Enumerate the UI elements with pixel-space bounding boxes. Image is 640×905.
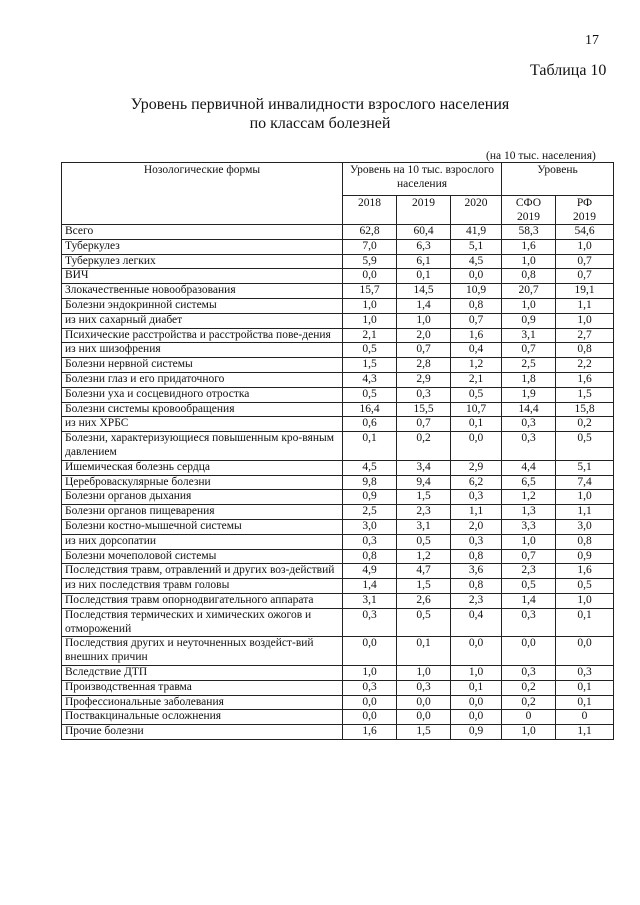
cell-rf: 54,6	[556, 225, 614, 240]
cell-v2018: 7,0	[343, 239, 397, 254]
row-label: Болезни органов пищеварения	[62, 505, 343, 520]
cell-rf: 2,2	[556, 358, 614, 373]
cell-v2020: 1,0	[451, 665, 502, 680]
row-label: из них шизофрения	[62, 343, 343, 358]
cell-rf: 0,1	[556, 680, 614, 695]
table-row	[62, 372, 614, 387]
cell-rf: 1,6	[556, 372, 614, 387]
cell-sfo: 2,5	[502, 358, 556, 373]
cell-v2020: 41,9	[451, 225, 502, 240]
table-row	[62, 564, 614, 579]
cell-rf: 0,1	[556, 608, 614, 637]
cell-v2019: 0,0	[397, 710, 451, 725]
header-year-2018: 2018	[343, 196, 397, 225]
table-row	[62, 593, 614, 608]
cell-v2018: 15,7	[343, 284, 397, 299]
cell-sfo: 0,3	[502, 417, 556, 432]
cell-v2020: 0,0	[451, 637, 502, 666]
cell-sfo: 0,2	[502, 680, 556, 695]
cell-rf: 7,4	[556, 475, 614, 490]
row-label: Поствакцинальные осложнения	[62, 710, 343, 725]
row-label: Болезни системы кровообращения	[62, 402, 343, 417]
cell-rf: 0	[556, 710, 614, 725]
cell-v2018: 0,6	[343, 417, 397, 432]
cell-v2020: 0,8	[451, 579, 502, 594]
cell-v2019: 2,8	[397, 358, 451, 373]
cell-v2019: 0,0	[397, 695, 451, 710]
cell-v2020: 3,6	[451, 564, 502, 579]
cell-v2020: 1,1	[451, 505, 502, 520]
cell-v2019: 6,3	[397, 239, 451, 254]
cell-v2018: 5,9	[343, 254, 397, 269]
cell-v2018: 4,9	[343, 564, 397, 579]
cell-v2019: 15,5	[397, 402, 451, 417]
cell-sfo: 0,7	[502, 343, 556, 358]
cell-sfo: 3,1	[502, 328, 556, 343]
cell-v2019: 2,0	[397, 328, 451, 343]
cell-rf: 0,8	[556, 343, 614, 358]
cell-v2020: 0,3	[451, 490, 502, 505]
cell-v2018: 2,1	[343, 328, 397, 343]
cell-v2019: 0,5	[397, 534, 451, 549]
row-label: Всего	[62, 225, 343, 240]
cell-sfo: 0,9	[502, 313, 556, 328]
cell-v2020: 0,0	[451, 695, 502, 710]
cell-v2020: 0,0	[451, 432, 502, 461]
cell-v2020: 1,6	[451, 328, 502, 343]
cell-v2018: 0,3	[343, 608, 397, 637]
table-row	[62, 284, 614, 299]
cell-sfo: 1,6	[502, 239, 556, 254]
cell-v2018: 0,9	[343, 490, 397, 505]
table-row	[62, 680, 614, 695]
header-year-2020: 2020	[451, 196, 502, 225]
cell-v2018: 1,6	[343, 725, 397, 740]
cell-v2018: 16,4	[343, 402, 397, 417]
header-nosological-forms: Нозологические формы	[62, 163, 343, 225]
cell-v2020: 10,7	[451, 402, 502, 417]
cell-v2019: 0,7	[397, 343, 451, 358]
table-row	[62, 298, 614, 313]
cell-v2019: 3,4	[397, 460, 451, 475]
cell-sfo: 1,0	[502, 254, 556, 269]
row-label: Ишемическая болезнь сердца	[62, 460, 343, 475]
cell-v2019: 1,5	[397, 725, 451, 740]
disability-table	[61, 162, 614, 740]
cell-sfo: 1,0	[502, 298, 556, 313]
title-line-1: Уровень первичной инвалидности взрослого населения	[130, 96, 510, 113]
table-row	[62, 254, 614, 269]
cell-v2019: 9,4	[397, 475, 451, 490]
row-label: Болезни органов дыхания	[62, 490, 343, 505]
table-row	[62, 665, 614, 680]
table-row	[62, 725, 614, 740]
cell-sfo: 1,9	[502, 387, 556, 402]
table-row	[62, 239, 614, 254]
cell-rf: 1,0	[556, 593, 614, 608]
cell-v2020: 4,5	[451, 254, 502, 269]
row-label: Последствия других и неуточненных воздейст-вий внешних причин	[62, 637, 343, 666]
cell-v2020: 0,4	[451, 343, 502, 358]
cell-v2019: 0,1	[397, 269, 451, 284]
cell-v2019: 2,9	[397, 372, 451, 387]
table-row	[62, 313, 614, 328]
cell-v2020: 0,4	[451, 608, 502, 637]
cell-rf: 0,5	[556, 579, 614, 594]
cell-rf: 0,2	[556, 417, 614, 432]
cell-v2019: 1,5	[397, 490, 451, 505]
cell-v2019: 1,0	[397, 313, 451, 328]
cell-v2020: 0,8	[451, 549, 502, 564]
row-label: Последствия травм, отравлений и других воз-действий	[62, 564, 343, 579]
cell-sfo: 4,4	[502, 460, 556, 475]
cell-v2018: 3,0	[343, 519, 397, 534]
cell-rf: 1,6	[556, 564, 614, 579]
cell-v2020: 0,1	[451, 417, 502, 432]
cell-v2020: 2,9	[451, 460, 502, 475]
header-rf-2019: РФ 2019	[556, 196, 614, 225]
table-row	[62, 505, 614, 520]
header-sfo-2019: СФО 2019	[502, 196, 556, 225]
cell-sfo: 58,3	[502, 225, 556, 240]
cell-v2019: 4,7	[397, 564, 451, 579]
table-row	[62, 710, 614, 725]
table-row	[62, 637, 614, 666]
cell-v2019: 60,4	[397, 225, 451, 240]
row-label: Болезни мочеполовой системы	[62, 549, 343, 564]
cell-sfo: 0,0	[502, 637, 556, 666]
cell-v2018: 1,5	[343, 358, 397, 373]
cell-v2019: 6,1	[397, 254, 451, 269]
cell-sfo: 3,3	[502, 519, 556, 534]
row-label: Болезни, характеризующиеся повышенным кро-вяным давлением	[62, 432, 343, 461]
cell-v2020: 2,3	[451, 593, 502, 608]
units-note: (на 10 тыс. населения)	[486, 150, 596, 162]
cell-v2018: 2,5	[343, 505, 397, 520]
cell-v2019: 2,6	[397, 593, 451, 608]
row-label: Психические расстройства и расстройства пове-дения	[62, 328, 343, 343]
cell-v2019: 1,2	[397, 549, 451, 564]
table-row	[62, 534, 614, 549]
cell-rf: 19,1	[556, 284, 614, 299]
cell-sfo: 0,7	[502, 549, 556, 564]
row-label: Производственная травма	[62, 680, 343, 695]
row-label: Болезни нервной системы	[62, 358, 343, 373]
table-row	[62, 358, 614, 373]
row-label: ВИЧ	[62, 269, 343, 284]
cell-v2020: 0,8	[451, 298, 502, 313]
table-row	[62, 269, 614, 284]
cell-rf: 1,0	[556, 239, 614, 254]
table-label: Таблица 10	[530, 62, 607, 79]
cell-sfo: 1,0	[502, 725, 556, 740]
cell-v2018: 0,0	[343, 637, 397, 666]
row-label: Последствия травм опорнодвигательного аппарата	[62, 593, 343, 608]
cell-sfo: 0,5	[502, 579, 556, 594]
cell-rf: 0,3	[556, 665, 614, 680]
cell-rf: 1,1	[556, 505, 614, 520]
cell-v2018: 0,3	[343, 534, 397, 549]
table-row	[62, 490, 614, 505]
cell-v2019: 2,3	[397, 505, 451, 520]
cell-v2020: 6,2	[451, 475, 502, 490]
header-level: Уровень	[502, 163, 614, 196]
cell-v2018: 1,4	[343, 579, 397, 594]
page-number: 17	[585, 33, 599, 48]
table-row	[62, 460, 614, 475]
cell-sfo: 0,3	[502, 432, 556, 461]
cell-v2019: 0,5	[397, 608, 451, 637]
header-year-2019: 2019	[397, 196, 451, 225]
row-label: Вследствие ДТП	[62, 665, 343, 680]
cell-v2018: 0,5	[343, 343, 397, 358]
row-label: Туберкулез легких	[62, 254, 343, 269]
cell-sfo: 1,2	[502, 490, 556, 505]
cell-sfo: 1,8	[502, 372, 556, 387]
cell-v2018: 0,0	[343, 695, 397, 710]
cell-v2019: 3,1	[397, 519, 451, 534]
cell-rf: 15,8	[556, 402, 614, 417]
cell-rf: 0,9	[556, 549, 614, 564]
cell-rf: 1,1	[556, 298, 614, 313]
cell-v2020: 0,7	[451, 313, 502, 328]
cell-sfo: 6,5	[502, 475, 556, 490]
cell-v2018: 3,1	[343, 593, 397, 608]
cell-v2018: 4,5	[343, 460, 397, 475]
row-label: Последствия термических и химических ожогов и отморожений	[62, 608, 343, 637]
table-row	[62, 695, 614, 710]
table-row	[62, 549, 614, 564]
row-label: из них сахарный диабет	[62, 313, 343, 328]
cell-rf: 5,1	[556, 460, 614, 475]
cell-v2018: 1,0	[343, 298, 397, 313]
table-row	[62, 519, 614, 534]
table-row	[62, 387, 614, 402]
table-body	[62, 225, 614, 740]
cell-v2020: 2,0	[451, 519, 502, 534]
cell-v2018: 0,0	[343, 710, 397, 725]
cell-v2019: 0,3	[397, 680, 451, 695]
cell-v2019: 1,5	[397, 579, 451, 594]
cell-sfo: 0,2	[502, 695, 556, 710]
table-row	[62, 475, 614, 490]
table-row	[62, 402, 614, 417]
cell-sfo: 14,4	[502, 402, 556, 417]
row-label: из них дорсопатии	[62, 534, 343, 549]
cell-v2019: 0,3	[397, 387, 451, 402]
cell-v2019: 1,4	[397, 298, 451, 313]
cell-sfo: 20,7	[502, 284, 556, 299]
row-label: из них ХРБС	[62, 417, 343, 432]
cell-v2020: 0,5	[451, 387, 502, 402]
cell-sfo: 0,3	[502, 665, 556, 680]
row-label: Туберкулез	[62, 239, 343, 254]
cell-rf: 1,5	[556, 387, 614, 402]
table-row	[62, 417, 614, 432]
cell-v2018: 9,8	[343, 475, 397, 490]
cell-v2020: 2,1	[451, 372, 502, 387]
cell-v2019: 14,5	[397, 284, 451, 299]
cell-v2020: 5,1	[451, 239, 502, 254]
header-regional-level: Уровень на 10 тыс. взрослого населения	[343, 163, 502, 196]
cell-sfo: 2,3	[502, 564, 556, 579]
cell-v2020: 0,3	[451, 534, 502, 549]
cell-v2018: 1,0	[343, 313, 397, 328]
document-title	[0, 95, 640, 133]
cell-v2019: 1,0	[397, 665, 451, 680]
cell-sfo: 1,4	[502, 593, 556, 608]
cell-v2018: 0,0	[343, 269, 397, 284]
cell-sfo: 1,3	[502, 505, 556, 520]
cell-v2018: 4,3	[343, 372, 397, 387]
cell-v2018: 0,1	[343, 432, 397, 461]
cell-rf: 0,5	[556, 432, 614, 461]
cell-sfo: 0,8	[502, 269, 556, 284]
cell-sfo: 1,0	[502, 534, 556, 549]
cell-rf: 1,1	[556, 725, 614, 740]
cell-rf: 0,7	[556, 269, 614, 284]
cell-v2018: 0,5	[343, 387, 397, 402]
cell-rf: 0,8	[556, 534, 614, 549]
cell-v2018: 0,8	[343, 549, 397, 564]
cell-rf: 0,7	[556, 254, 614, 269]
row-label: Профессиональные заболевания	[62, 695, 343, 710]
cell-v2020: 0,0	[451, 269, 502, 284]
title-line-2: по классам болезней	[249, 115, 391, 132]
table-row	[62, 432, 614, 461]
table-row	[62, 608, 614, 637]
cell-v2019: 0,7	[397, 417, 451, 432]
cell-rf: 1,0	[556, 490, 614, 505]
cell-v2020: 0,0	[451, 710, 502, 725]
row-label: Болезни уха и сосцевидного отростка	[62, 387, 343, 402]
table-row	[62, 328, 614, 343]
row-label: Злокачественные новообразования	[62, 284, 343, 299]
cell-v2019: 0,2	[397, 432, 451, 461]
row-label: из них последствия травм головы	[62, 579, 343, 594]
cell-rf: 0,0	[556, 637, 614, 666]
cell-rf: 0,1	[556, 695, 614, 710]
row-label: Прочие болезни	[62, 725, 343, 740]
row-label: Болезни костно-мышечной системы	[62, 519, 343, 534]
cell-rf: 1,0	[556, 313, 614, 328]
cell-v2020: 0,9	[451, 725, 502, 740]
cell-v2020: 0,1	[451, 680, 502, 695]
cell-v2018: 1,0	[343, 665, 397, 680]
cell-v2018: 62,8	[343, 225, 397, 240]
cell-v2018: 0,3	[343, 680, 397, 695]
cell-v2020: 1,2	[451, 358, 502, 373]
row-label: Цереброваскулярные болезни	[62, 475, 343, 490]
table-row	[62, 225, 614, 240]
row-label: Болезни глаз и его придаточного	[62, 372, 343, 387]
cell-sfo: 0	[502, 710, 556, 725]
cell-rf: 3,0	[556, 519, 614, 534]
cell-sfo: 0,3	[502, 608, 556, 637]
cell-rf: 2,7	[556, 328, 614, 343]
cell-v2020: 10,9	[451, 284, 502, 299]
table-row	[62, 579, 614, 594]
cell-v2019: 0,1	[397, 637, 451, 666]
table-row	[62, 343, 614, 358]
row-label: Болезни эндокринной системы	[62, 298, 343, 313]
